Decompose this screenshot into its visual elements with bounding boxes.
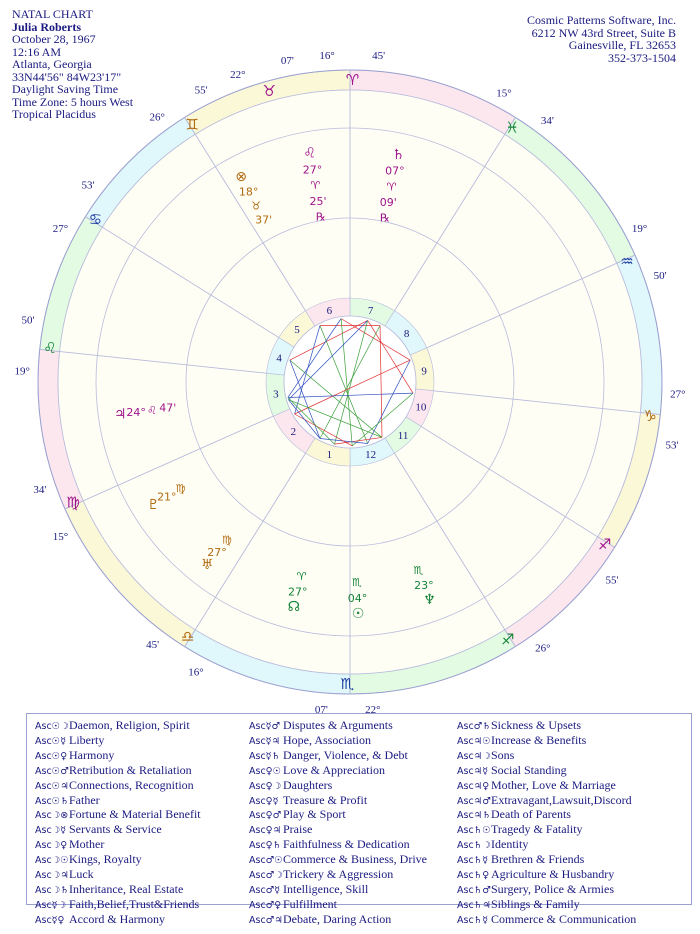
legend-item bbox=[249, 779, 427, 794]
cusp-minute: 53' bbox=[665, 439, 679, 452]
planet-detail: ♌ bbox=[147, 403, 157, 417]
legend-code: Asc♄☿ bbox=[457, 914, 489, 926]
legend-item bbox=[249, 883, 427, 898]
legend-text: Tragedy & Fatality bbox=[491, 822, 583, 837]
legend-code: Asc☿☽ bbox=[35, 899, 67, 911]
legend-item bbox=[249, 719, 427, 734]
legend-text: Commerce & Business, Drive bbox=[283, 852, 427, 867]
legend-item bbox=[457, 898, 636, 913]
cusp-minute: 45' bbox=[372, 50, 386, 63]
planet-detail: 25' bbox=[309, 194, 327, 208]
legend-text: Liberty bbox=[69, 732, 105, 747]
legend-text: Kings, Royalty bbox=[69, 852, 142, 867]
legend-item bbox=[457, 794, 636, 809]
legend-code: Asc♂☿ bbox=[249, 884, 281, 896]
planet-glyph: ♃ bbox=[113, 406, 127, 423]
planet-detail: ♉ bbox=[251, 199, 262, 213]
legend-item bbox=[249, 823, 427, 838]
publisher-phone: 352-373-1504 bbox=[608, 50, 676, 65]
legend-item bbox=[249, 794, 427, 809]
legend-item bbox=[35, 808, 201, 823]
legend-code: Asc☽☿ bbox=[35, 825, 67, 837]
legend-code: Asc☉♂ bbox=[35, 765, 69, 777]
publisher-address1: 6212 NW 43rd Street, Suite B bbox=[531, 25, 676, 40]
planet-detail: 21° bbox=[157, 490, 177, 504]
legend-item bbox=[457, 913, 636, 928]
legend-text: Accord & Harmony bbox=[69, 911, 165, 926]
legend-item bbox=[457, 808, 636, 823]
dst-note: Daylight Saving Time bbox=[12, 82, 119, 96]
legend-code: Asc♀♄ bbox=[249, 840, 282, 852]
house-number: 9 bbox=[421, 365, 427, 378]
publisher-name: Cosmic Patterns Software, Inc. bbox=[527, 13, 676, 27]
legend-item bbox=[249, 749, 427, 764]
cusp-minute: 07' bbox=[314, 703, 328, 716]
cusp-degree: 22° bbox=[230, 68, 246, 81]
legend-item bbox=[35, 913, 201, 928]
legend-item bbox=[35, 749, 201, 764]
legend-column-2 bbox=[249, 719, 427, 928]
legend-item bbox=[35, 779, 201, 794]
legend-column-1 bbox=[35, 719, 201, 928]
cusp-sign: ♏ bbox=[340, 674, 355, 693]
cusp-sign: ♈ bbox=[345, 71, 360, 90]
planet-detail: ♈ bbox=[310, 179, 321, 193]
cusp-minute: 55' bbox=[194, 84, 208, 97]
planet-detail: 37' bbox=[255, 213, 273, 227]
cusp-degree: 15° bbox=[52, 530, 69, 543]
legend-code: Asc♃☿ bbox=[457, 765, 489, 777]
birth-coords: 33N44'56" 84W23'17" bbox=[12, 69, 122, 84]
birth-place: Atlanta, Georgia bbox=[12, 57, 92, 71]
legend-text: Love & Appreciation bbox=[283, 762, 385, 777]
legend-item bbox=[35, 898, 201, 913]
cusp-degree: 16° bbox=[319, 49, 335, 62]
house-number: 6 bbox=[326, 304, 333, 317]
legend-code: Asc♂♄ bbox=[457, 721, 491, 732]
cusp-sign: ♋ bbox=[88, 210, 103, 229]
legend-text: Treasure & Profit bbox=[283, 792, 368, 807]
legend-item bbox=[35, 719, 201, 734]
legend-code: Asc☽♃ bbox=[35, 870, 69, 882]
planet-detail: ♈ bbox=[386, 180, 397, 194]
cusp-minute: 07' bbox=[280, 55, 294, 68]
cusp-sign: ♓ bbox=[505, 118, 519, 137]
cusp-sign: ♑ bbox=[643, 407, 657, 426]
legend-item bbox=[35, 764, 201, 779]
birth-date: October 28, 1967 bbox=[12, 32, 96, 46]
legend-code: Asc♂♃ bbox=[249, 914, 283, 926]
planet-glyph: ☊ bbox=[287, 599, 301, 616]
house-number: 11 bbox=[397, 430, 409, 443]
house-number: 3 bbox=[273, 388, 279, 401]
publisher-address2: Gainesville, FL 32653 bbox=[568, 38, 676, 52]
house-number: 2 bbox=[290, 426, 297, 439]
legend-item bbox=[457, 883, 636, 898]
legend-text: Servants & Service bbox=[69, 822, 162, 837]
legend-text: Inheritance, Real Estate bbox=[69, 881, 184, 896]
legend-code: Asc♂♀ bbox=[249, 899, 282, 911]
legend-text: Sickness & Upsets bbox=[491, 718, 581, 732]
legend-code: Asc♄♀ bbox=[457, 870, 490, 882]
planet-detail: 23° bbox=[414, 578, 434, 592]
legend-code: Asc☉☽ bbox=[35, 721, 69, 732]
legend-item bbox=[35, 794, 201, 809]
cusp-minute: 55' bbox=[605, 574, 619, 587]
legend-item bbox=[457, 749, 636, 764]
planet-detail: ℞ bbox=[379, 211, 390, 225]
cusp-sign: ♊ bbox=[185, 115, 199, 134]
legend-text: Connections, Recognition bbox=[69, 777, 194, 792]
house-number: 10 bbox=[415, 401, 427, 414]
legend-text: Faith,Belief,Trust&Friends bbox=[69, 896, 200, 911]
legend-code: Asc♀♃ bbox=[249, 825, 282, 837]
planet-detail: 09' bbox=[379, 196, 397, 210]
planet-detail: 24° bbox=[126, 406, 146, 420]
cusp-degree: 16° bbox=[188, 666, 204, 679]
legend-item bbox=[457, 853, 636, 868]
planet-glyph: ♅ bbox=[200, 556, 214, 573]
cusp-sign: ♍ bbox=[66, 493, 80, 512]
legend-text: Debate, Daring Action bbox=[283, 911, 392, 926]
legend-text: Agriculture & Husbandry bbox=[491, 867, 615, 882]
planet-detail: ♏ bbox=[413, 563, 424, 577]
legend-item bbox=[35, 734, 201, 749]
legend-text: Luck bbox=[69, 867, 94, 882]
cusp-sign: ♐ bbox=[597, 535, 612, 554]
legend-item bbox=[249, 853, 427, 868]
legend-item bbox=[35, 868, 201, 883]
cusp-minute: 34' bbox=[540, 115, 554, 128]
legend-item bbox=[35, 853, 201, 868]
planet-glyph: ⊗ bbox=[235, 169, 247, 186]
birth-time: 12:16 AM bbox=[12, 44, 62, 59]
planet-glyph: ♇ bbox=[146, 496, 160, 513]
legend-text: Fulfillment bbox=[283, 896, 337, 911]
cusp-degree: 26° bbox=[535, 642, 551, 655]
legend-code: Asc♄☽ bbox=[457, 840, 491, 852]
legend-code: Asc♂☽ bbox=[249, 870, 283, 882]
legend-code: Asc☉☿ bbox=[35, 735, 67, 747]
legend-code: Asc♃♀ bbox=[457, 780, 490, 792]
legend-text: Daemon, Religion, Spirit bbox=[69, 718, 190, 732]
legend-code: Asc☿♂ bbox=[249, 721, 281, 732]
time-zone: Time Zone: 5 hours West bbox=[12, 94, 134, 109]
cusp-minute: 50' bbox=[21, 314, 35, 327]
planet-detail: 18° bbox=[238, 185, 259, 199]
cusp-degree: 19° bbox=[631, 223, 648, 236]
planet-detail: ♏ bbox=[352, 575, 362, 589]
planet-detail: 47' bbox=[159, 401, 177, 415]
cusp-sign: ♎ bbox=[181, 627, 195, 646]
arabic-parts-legend bbox=[26, 713, 692, 926]
house-number: 12 bbox=[365, 449, 377, 462]
legend-code: Asc♀☿ bbox=[249, 795, 279, 807]
legend-item bbox=[249, 898, 427, 913]
planet-glyph: ♌ bbox=[303, 145, 316, 162]
legend-code: Asc♃☽ bbox=[457, 750, 491, 762]
legend-item bbox=[457, 734, 636, 749]
cusp-minute: 45' bbox=[146, 638, 160, 651]
legend-text: Surgery, Police & Armies bbox=[491, 881, 614, 896]
planet-detail: ℞ bbox=[315, 210, 326, 224]
house-system: Tropical Placidus bbox=[12, 107, 96, 121]
legend-text: Retribution & Retaliation bbox=[69, 762, 192, 777]
cusp-sign: ♉ bbox=[262, 81, 277, 100]
legend-item bbox=[249, 838, 427, 853]
legend-item bbox=[249, 913, 427, 928]
legend-item bbox=[457, 838, 636, 853]
house-number: 4 bbox=[276, 352, 282, 365]
legend-text: Danger, Violence, & Debt bbox=[283, 747, 408, 762]
planet-detail: 04° bbox=[347, 591, 368, 605]
legend-code: Asc♃♂ bbox=[457, 795, 491, 807]
planet-detail: 27° bbox=[302, 163, 323, 177]
planet-glyph: ☉ bbox=[351, 605, 365, 622]
legend-text: Play & Sport bbox=[283, 807, 346, 822]
legend-text: Siblings & Family bbox=[491, 896, 580, 911]
house-number: 1 bbox=[326, 449, 333, 462]
legend-text: Mother bbox=[69, 837, 105, 852]
legend-code: Asc♃♄ bbox=[457, 810, 491, 822]
legend-text: Intelligence, Skill bbox=[283, 881, 369, 896]
legend-item bbox=[35, 838, 201, 853]
house-number: 7 bbox=[367, 304, 374, 317]
legend-code: Asc♄☿ bbox=[457, 855, 489, 867]
planet-detail: ♍ bbox=[221, 533, 232, 547]
legend-code: Asc☿♀ bbox=[35, 914, 65, 926]
legend-item bbox=[249, 868, 427, 883]
cusp-sign: ♒ bbox=[620, 252, 634, 271]
legend-item bbox=[457, 779, 636, 794]
legend-code: Asc☉♀ bbox=[35, 750, 68, 762]
legend-column-3 bbox=[457, 719, 636, 928]
legend-text: Trickery & Aggression bbox=[283, 867, 394, 882]
planet-glyph: ♄ bbox=[391, 147, 405, 164]
planet-detail: 27° bbox=[207, 546, 227, 560]
legend-text: Brethren & Friends bbox=[491, 852, 585, 867]
chart-title: NATAL CHART bbox=[12, 7, 93, 21]
legend-item bbox=[457, 868, 636, 883]
legend-item bbox=[35, 883, 201, 898]
legend-code: Asc♄☉ bbox=[457, 825, 491, 837]
legend-item bbox=[35, 823, 201, 838]
planet-glyph: ♆ bbox=[423, 592, 436, 609]
cusp-degree: 22° bbox=[365, 704, 381, 717]
legend-code: Asc♄♃ bbox=[457, 899, 491, 911]
house-number: 5 bbox=[294, 323, 300, 336]
person-name: Julia Roberts bbox=[12, 19, 81, 34]
legend-text: Sons bbox=[491, 747, 515, 762]
cusp-sign: ♐ bbox=[501, 630, 515, 649]
legend-code: Asc♄♂ bbox=[457, 884, 491, 896]
cusp-degree: 19° bbox=[14, 365, 30, 378]
legend-text: Daughters bbox=[283, 777, 333, 792]
legend-code: Asc☉♄ bbox=[35, 795, 69, 807]
legend-item bbox=[249, 808, 427, 823]
legend-text: Death of Parents bbox=[491, 807, 571, 822]
legend-code: Asc♀☽ bbox=[249, 780, 282, 792]
legend-text: Hope, Association bbox=[283, 732, 371, 747]
legend-code: Asc☽☉ bbox=[35, 855, 69, 867]
cusp-degree: 27° bbox=[52, 223, 69, 236]
legend-code: Asc☿♄ bbox=[249, 750, 281, 762]
legend-item bbox=[457, 719, 636, 734]
planet-detail: 27° bbox=[287, 585, 308, 599]
cusp-degree: 27° bbox=[670, 388, 686, 401]
legend-item bbox=[457, 764, 636, 779]
cusp-minute: 34' bbox=[33, 483, 47, 496]
legend-item bbox=[249, 764, 427, 779]
legend-text: Commerce & Communication bbox=[491, 911, 637, 926]
planet-detail: ♍ bbox=[175, 481, 186, 495]
legend-code: Asc♀☉ bbox=[249, 765, 282, 777]
planet-detail: ♈ bbox=[296, 570, 307, 584]
legend-text: Praise bbox=[283, 822, 313, 837]
cusp-minute: 53' bbox=[81, 179, 95, 192]
legend-code: Asc☽⊗ bbox=[35, 810, 69, 822]
legend-code: Asc☿♃ bbox=[249, 735, 281, 747]
legend-text: Mother, Love & Marriage bbox=[491, 777, 616, 792]
legend-code: Asc☽♄ bbox=[35, 884, 69, 896]
legend-text: Social Standing bbox=[491, 762, 567, 777]
legend-text: Increase & Benefits bbox=[491, 732, 587, 747]
legend-item bbox=[249, 734, 427, 749]
planet-detail: 07° bbox=[385, 164, 405, 178]
legend-text: Harmony bbox=[69, 747, 115, 762]
legend-text: Disputes & Arguments bbox=[283, 718, 393, 732]
legend-text: Fortune & Material Benefit bbox=[69, 807, 201, 822]
cusp-degree: 15° bbox=[496, 87, 512, 100]
legend-code: Asc☽♀ bbox=[35, 840, 68, 852]
cusp-minute: 50' bbox=[653, 270, 667, 283]
house-number: 8 bbox=[403, 327, 410, 340]
legend-text: Faithfulness & Dedication bbox=[283, 837, 410, 852]
legend-text: Identity bbox=[491, 837, 529, 852]
legend-code: Asc☉♃ bbox=[35, 780, 69, 792]
legend-text: Extravagant,Lawsuit,Discord bbox=[491, 792, 632, 807]
legend-code: Asc♀♂ bbox=[249, 810, 282, 822]
cusp-degree: 26° bbox=[149, 111, 165, 124]
legend-item bbox=[457, 823, 636, 838]
legend-code: Asc♃☉ bbox=[457, 735, 491, 747]
legend-code: Asc♂☉ bbox=[249, 855, 283, 867]
legend-text: Father bbox=[69, 792, 100, 807]
cusp-sign: ♌ bbox=[43, 338, 57, 357]
